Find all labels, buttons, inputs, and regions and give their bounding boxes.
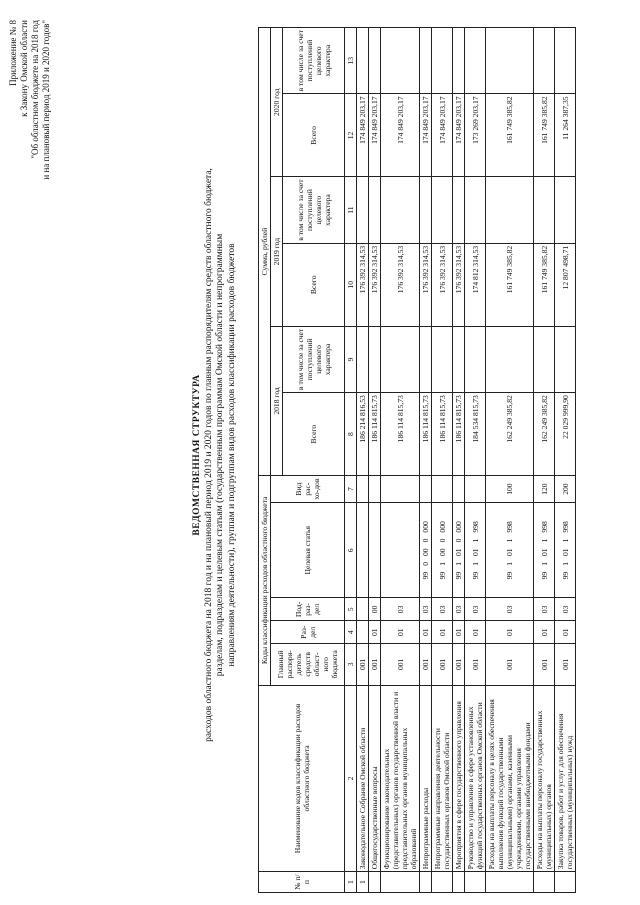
row-sum-2019: 12 807 498,71 — [555, 243, 576, 326]
column-number: 12 — [345, 94, 357, 177]
celevaya-part: 01 — [560, 548, 570, 556]
row-num — [381, 872, 420, 893]
row-targeted-2018 — [465, 326, 486, 392]
row-targeted-2018 — [555, 326, 576, 392]
table-row — [381, 28, 420, 893]
row-vid — [453, 476, 465, 503]
row-name: Закупка товаров, работ и услуг для обеспечения государственных (муниципальных) нужд — [555, 685, 576, 872]
row-glav: 001 — [381, 644, 420, 685]
row-sum-2020: 174 849 203,17 — [453, 94, 465, 177]
header-name: Наименование кодов классификации расходов областного бюджета — [259, 685, 345, 872]
row-targeted-2020 — [420, 28, 432, 94]
column-number: 7 — [345, 476, 357, 503]
row-name: Расходы на выплаты персоналу в целях обеспечения выполнения функций государственными (муниципальными) органами, казенными учреждениями, органами управления государственными внебюджетными фондами — [486, 685, 534, 872]
row-targeted-2020 — [381, 28, 420, 94]
row-glav: 001 — [555, 644, 576, 685]
row-celevaya — [357, 503, 369, 598]
row-num — [432, 872, 453, 893]
row-celevaya — [381, 503, 420, 598]
row-celevaya — [453, 503, 465, 598]
table-row — [555, 28, 576, 893]
row-celevaya — [534, 503, 555, 598]
celevaya-part: 99 — [454, 571, 463, 580]
celevaya-part: 99 — [421, 571, 430, 580]
row-podrazdel: 03 — [555, 598, 576, 621]
row-razdel: 01 — [420, 621, 432, 644]
document-title — [192, 115, 238, 795]
row-sum-2018: 186 114 815,73 — [420, 393, 432, 476]
row-name: Мероприятия в сфере государственного управления — [453, 685, 465, 872]
row-targeted-2019 — [381, 177, 420, 243]
row-name: Законодательное Собрание Омской области — [357, 685, 369, 872]
header-targeted: в том числе за счет поступлений целевого характера — [283, 177, 345, 243]
celevaya-part: 998 — [560, 521, 570, 533]
header-razdel: Раз-дел — [271, 621, 345, 644]
celevaya-part: 1 — [470, 561, 480, 566]
appendix-line: "Об областном бюджете на 2018 год — [30, 20, 40, 159]
header-vid: Вид рас-хо-дов — [271, 476, 345, 503]
celevaya-part: 99 — [505, 571, 514, 580]
row-targeted-2018 — [369, 326, 381, 392]
column-number-row — [345, 28, 357, 893]
row-targeted-2020 — [486, 28, 534, 94]
row-celevaya — [486, 503, 534, 598]
header-total: Всего — [283, 243, 345, 326]
row-podrazdel: 03 — [486, 598, 534, 621]
celevaya-part: 99 — [539, 571, 549, 580]
celevaya-part: 1 — [539, 561, 549, 566]
celevaya-part: 01 — [454, 548, 463, 556]
row-targeted-2019 — [555, 177, 576, 243]
row-podrazdel: 00 — [369, 598, 381, 621]
budget-table — [258, 27, 576, 893]
table-row — [369, 28, 381, 893]
row-targeted-2019 — [486, 177, 534, 243]
row-targeted-2020 — [357, 28, 369, 94]
row-vid: 120 — [534, 476, 555, 503]
row-num — [465, 872, 486, 893]
celevaya-part: 998 — [505, 521, 514, 533]
row-glav: 001 — [453, 644, 465, 685]
celevaya-part: 000 — [421, 521, 430, 533]
celevaya-part: 1 — [560, 561, 570, 566]
row-sum-2020: 174 849 203,17 — [357, 94, 369, 177]
row-sum-2020: 174 849 203,17 — [432, 94, 453, 177]
column-number: 11 — [345, 177, 357, 243]
row-targeted-2019 — [432, 177, 453, 243]
row-targeted-2018 — [381, 326, 420, 392]
celevaya-part: 01 — [470, 548, 480, 556]
column-number: 8 — [345, 393, 357, 476]
celevaya-part: 998 — [539, 521, 549, 533]
row-razdel: 01 — [369, 621, 381, 644]
celevaya-part: 0 — [454, 538, 463, 543]
header-year-2019: 2019 год — [271, 177, 283, 326]
row-podrazdel: 03 — [381, 598, 420, 621]
row-sum-2020: 161 749 385,82 — [486, 94, 534, 177]
appendix-line: Приложение № 8 — [8, 20, 18, 86]
row-vid — [432, 476, 453, 503]
table-row — [486, 28, 534, 893]
row-targeted-2019 — [420, 177, 432, 243]
row-sum-2020: 161 749 385,82 — [534, 94, 555, 177]
column-number: 6 — [345, 503, 357, 598]
row-name: Общегосударственные вопросы — [369, 685, 381, 872]
row-sum-2020: 173 269 203,17 — [465, 94, 486, 177]
celevaya-part: 0 — [437, 538, 447, 543]
row-name: Функционирование законодательных (представительных) органов государственной власти и представительных органов муниципальных образований — [381, 685, 420, 872]
column-number: 3 — [345, 644, 357, 685]
row-glav: 001 — [465, 644, 486, 685]
row-sum-2019: 174 812 314,53 — [465, 243, 486, 326]
column-number: 1 — [345, 872, 357, 893]
row-vid: 100 — [486, 476, 534, 503]
celevaya-part: 99 — [560, 571, 570, 580]
row-sum-2019: 176 392 314,53 — [432, 243, 453, 326]
table-row — [357, 28, 369, 893]
row-sum-2020: 11 264 387,35 — [555, 94, 576, 177]
celevaya-part: 99 — [437, 571, 447, 580]
row-sum-2018: 186 114 815,73 — [381, 393, 420, 476]
header-year-2020: 2020 год — [271, 28, 283, 177]
row-razdel: 01 — [534, 621, 555, 644]
row-celevaya — [420, 503, 432, 598]
header-num: № п/п — [259, 872, 345, 893]
row-sum-2019: 176 392 314,53 — [369, 243, 381, 326]
column-number: 10 — [345, 243, 357, 326]
celevaya-part: 00 — [437, 548, 447, 556]
row-sum-2018: 186 214 816,53 — [357, 393, 369, 476]
celevaya-part: 01 — [539, 548, 549, 556]
row-targeted-2019 — [534, 177, 555, 243]
celevaya-part: 01 — [505, 548, 514, 556]
table-row — [432, 28, 453, 893]
header-glav: Главный распоря-дитель средств област-ного бюджета — [271, 644, 345, 685]
row-targeted-2019 — [369, 177, 381, 243]
row-razdel: 01 — [381, 621, 420, 644]
table-row — [465, 28, 486, 893]
row-podrazdel: 03 — [453, 598, 465, 621]
row-vid: 200 — [555, 476, 576, 503]
row-celevaya — [369, 503, 381, 598]
row-celevaya — [465, 503, 486, 598]
row-sum-2019: 176 392 314,53 — [453, 243, 465, 326]
row-vid — [369, 476, 381, 503]
celevaya-part: 1 — [505, 561, 514, 566]
celevaya-part: 1 — [470, 538, 480, 543]
row-glav: 001 — [486, 644, 534, 685]
celevaya-part: 1 — [539, 538, 549, 543]
row-num — [555, 872, 576, 893]
row-targeted-2018 — [357, 326, 369, 392]
row-num — [486, 872, 534, 893]
row-podrazdel — [357, 598, 369, 621]
column-number: 13 — [345, 28, 357, 94]
title-line: расходов областного бюджета на 2018 год и на плановый период 2019 и 2020 годов по главным распорядителям средств областного бюджета, — [203, 168, 214, 742]
row-num — [369, 872, 381, 893]
header-celevaya: Целевая статья — [271, 503, 345, 598]
row-glav: 001 — [357, 644, 369, 685]
row-razdel: 01 — [486, 621, 534, 644]
celevaya-part: 99 — [470, 571, 480, 580]
row-targeted-2018 — [432, 326, 453, 392]
table-row — [534, 28, 555, 893]
title-heading: ВЕДОМСТВЕННАЯ СТРУКТУРА — [192, 374, 202, 536]
row-sum-2018: 162 249 385,82 — [534, 393, 555, 476]
row-sum-2018: 186 114 815,73 — [453, 393, 465, 476]
row-podrazdel: 03 — [420, 598, 432, 621]
row-targeted-2020 — [369, 28, 381, 94]
column-number: 5 — [345, 598, 357, 621]
row-targeted-2020 — [432, 28, 453, 94]
appendix-line: и на плановый период 2019 и 2020 годов" — [41, 20, 51, 180]
row-num — [420, 872, 432, 893]
row-sum-2018: 186 114 815,73 — [369, 393, 381, 476]
row-razdel: 01 — [555, 621, 576, 644]
row-celevaya — [432, 503, 453, 598]
row-sum-2019: 176 392 314,53 — [357, 243, 369, 326]
row-glav: 001 — [534, 644, 555, 685]
column-number: 4 — [345, 621, 357, 644]
header-sum: Сумма, рублей — [259, 28, 271, 476]
row-targeted-2020 — [555, 28, 576, 94]
row-vid — [357, 476, 369, 503]
row-sum-2018: 186 114 815,73 — [432, 393, 453, 476]
column-number: 2 — [345, 685, 357, 872]
row-name: Непрограммные расходы — [420, 685, 432, 872]
celevaya-part: 1 — [437, 561, 447, 566]
row-sum-2018: 184 534 815,73 — [465, 393, 486, 476]
row-podrazdel: 03 — [432, 598, 453, 621]
row-razdel: 01 — [453, 621, 465, 644]
row-razdel: 01 — [432, 621, 453, 644]
row-targeted-2018 — [486, 326, 534, 392]
column-number: 9 — [345, 326, 357, 392]
row-sum-2019: 176 392 314,53 — [381, 243, 420, 326]
row-num — [534, 872, 555, 893]
row-razdel — [357, 621, 369, 644]
row-razdel: 01 — [465, 621, 486, 644]
row-targeted-2020 — [453, 28, 465, 94]
celevaya-part: 1 — [560, 538, 570, 543]
row-targeted-2020 — [465, 28, 486, 94]
celevaya-part: 000 — [437, 521, 447, 533]
appendix-block — [8, 20, 52, 180]
row-name: Расходы на выплаты персоналу государственных (муниципальных) органов — [534, 685, 555, 872]
row-num: 1 — [357, 872, 369, 893]
row-celevaya — [555, 503, 576, 598]
celevaya-part: 000 — [454, 521, 463, 533]
header-podrazdel: Под-раз-дел — [271, 598, 345, 621]
header-year-2018: 2018 год — [271, 326, 283, 475]
table-row — [420, 28, 432, 893]
row-sum-2020: 174 849 203,17 — [369, 94, 381, 177]
celevaya-part: 1 — [454, 561, 463, 566]
header-targeted: в том числе за счет поступлений целевого характера — [283, 326, 345, 392]
row-glav: 001 — [420, 644, 432, 685]
celevaya-part: 0 — [421, 561, 430, 566]
row-targeted-2019 — [465, 177, 486, 243]
header-total: Всего — [283, 94, 345, 177]
header-targeted: в том числе за счет поступлений целевого характера — [283, 28, 345, 94]
row-glav: 001 — [369, 644, 381, 685]
row-vid — [420, 476, 432, 503]
row-name: Непрограммные направления деятельности государственных органов Омской области — [432, 685, 453, 872]
row-name: Руководство и управление в сфере установленных функций государственных органов Омской области — [465, 685, 486, 872]
row-targeted-2018 — [420, 326, 432, 392]
row-targeted-2019 — [453, 177, 465, 243]
row-targeted-2020 — [534, 28, 555, 94]
row-sum-2020: 174 849 203,17 — [420, 94, 432, 177]
appendix-line: к Закону Омской области — [19, 20, 29, 117]
row-sum-2019: 161 749 385,82 — [534, 243, 555, 326]
row-sum-2018: 22 029 999,90 — [555, 393, 576, 476]
row-num — [453, 872, 465, 893]
title-line: разделам, подразделам и целевым статьям (государственным программам Омской области и непрограммным — [215, 233, 225, 677]
celevaya-part: 00 — [421, 548, 430, 556]
row-vid — [465, 476, 486, 503]
row-targeted-2019 — [357, 177, 369, 243]
row-sum-2020: 174 849 203,17 — [381, 94, 420, 177]
celevaya-part: 998 — [470, 521, 480, 533]
row-glav: 001 — [432, 644, 453, 685]
row-podrazdel: 03 — [534, 598, 555, 621]
header-codes: Коды классификации расходов областного бюджета — [259, 476, 271, 685]
row-vid — [381, 476, 420, 503]
row-podrazdel: 03 — [465, 598, 486, 621]
row-targeted-2018 — [453, 326, 465, 392]
celevaya-part: 0 — [421, 538, 430, 543]
table-row — [453, 28, 465, 893]
row-sum-2019: 176 392 314,53 — [420, 243, 432, 326]
header-total: Всего — [283, 393, 345, 476]
celevaya-part: 1 — [505, 538, 514, 543]
row-sum-2019: 161 749 385,82 — [486, 243, 534, 326]
row-sum-2018: 162 249 385,82 — [486, 393, 534, 476]
row-targeted-2018 — [534, 326, 555, 392]
title-line: направлениям деятельности), группам и подгруппам видов расходов классификации расходов бюджетов — [226, 243, 237, 667]
